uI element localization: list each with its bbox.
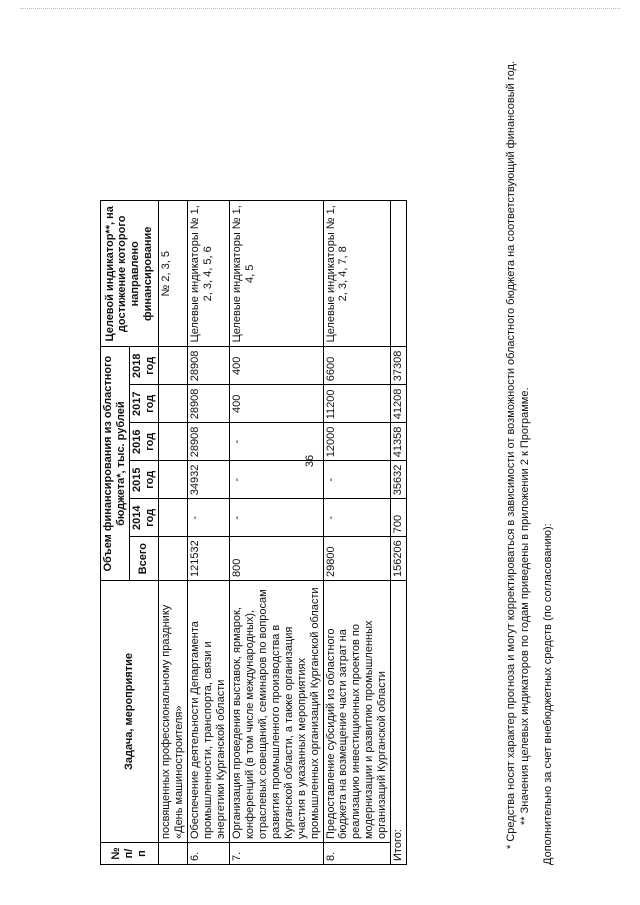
header-row-1 [101, 201, 130, 865]
totals-year-value: 35632 [391, 461, 407, 499]
totals-year-value: 41208 [391, 385, 407, 423]
row-year-value [158, 347, 187, 385]
row-indicator: Целевые индикаторы № 1, 2, 3, 4, 5, 6 [187, 201, 229, 347]
totals-year-value: 700 [391, 499, 407, 537]
totals-total: 156206 [391, 537, 407, 581]
row-index: 6. [187, 843, 229, 865]
row-indicator: Целевые индикаторы № 1, 2, 3, 4, 7, 8 [323, 201, 391, 347]
row-task: Организация проведения выставок, ярмарок, конференций (в том числе международных), отраслевых совещаний, семинаров по вопросам развития промышленного производства в Курганской области, а также организация участия в указанных мероприятиях промышленных организаций Курганской области [229, 581, 323, 843]
row-year-value [158, 461, 187, 499]
table-row [187, 201, 229, 865]
footnote-forecast: * Средства носят характер прогноза и могут корректироваться в зависимости от возможности областного бюджета на соответствующий финансовый год. [505, 61, 517, 849]
row-task: Предоставление субсидий из областного бюджета на возмещение части затрат на реализацию инвестиционных проектов по модернизации и развитию промышленных организаций Курганской области [323, 581, 391, 843]
totals-label: Итого: [391, 581, 407, 865]
row-year-value: 28908 [187, 347, 229, 385]
row-indicator: № 2, 3, 5 [158, 201, 187, 347]
row-index: 8. [323, 843, 391, 865]
row-year-value: - [323, 461, 391, 499]
row-year-value [158, 423, 187, 461]
row-year-value: - [323, 499, 391, 537]
row-total: 121532 [187, 537, 229, 581]
totals-year-value: 37308 [391, 347, 407, 385]
header-total: Всего [129, 537, 158, 581]
row-year-value: 11200 [323, 385, 391, 423]
row-year-value: 400 [229, 385, 323, 423]
footnotes [504, 25, 555, 865]
header-indicator: Целевой индикатор**, на достижение которого направлено финансирование [101, 201, 159, 347]
row-index: 7. [229, 843, 323, 865]
row-year-value [158, 499, 187, 537]
totals-row [391, 201, 407, 865]
table-row [229, 201, 323, 865]
row-year-value: 28908 [187, 423, 229, 461]
header-task: Задача, мероприятие [101, 581, 159, 843]
totals-year-value: 41358 [391, 423, 407, 461]
row-year-value: - [229, 423, 323, 461]
row-task: Обеспечение деятельности Департамента промышленности, транспорта, связи и энергетики Курганской области [187, 581, 229, 843]
row-year-value: 6600 [323, 347, 391, 385]
row-year-value: 28908 [187, 385, 229, 423]
header-funding: Объем финансирования из областного бюджета*, тыс. рублей [101, 347, 130, 581]
row-task: посвященных профессиональному празднику «День машиностроителя» [158, 581, 187, 843]
footnote-indicators: ** Значения целевых индикаторов по годам приведены в приложении 2 к Программе. [519, 387, 532, 825]
extrabudgetary-heading: Дополнительно за счет внебюджетных средств (по согласованию): [541, 523, 554, 865]
header-year: 2016 год [129, 423, 158, 461]
header-year: 2018 год [129, 347, 158, 385]
row-year-value: 12000 [323, 423, 391, 461]
row-total: 800 [229, 537, 323, 581]
table-row [323, 201, 391, 865]
row-year-value [158, 385, 187, 423]
row-year-value: - [229, 499, 323, 537]
row-total: 29800 [323, 537, 391, 581]
row-year-value: 34932 [187, 461, 229, 499]
row-year-value: - [229, 461, 323, 499]
header-year: 2017 год [129, 385, 158, 423]
totals-indicator [391, 201, 407, 347]
header-idx: № п/п [101, 843, 159, 865]
row-total [158, 537, 187, 581]
row-indicator: Целевые индикаторы № 1, 4, 5 [229, 201, 323, 347]
row-year-value: 400 [229, 347, 323, 385]
table-row [158, 201, 187, 865]
header-year: 2014 год [129, 499, 158, 537]
row-index [158, 843, 187, 865]
header-year: 2015 год [129, 461, 158, 499]
funding-table [100, 200, 407, 865]
page-number: 36 [304, 454, 317, 468]
row-year-value: - [187, 499, 229, 537]
